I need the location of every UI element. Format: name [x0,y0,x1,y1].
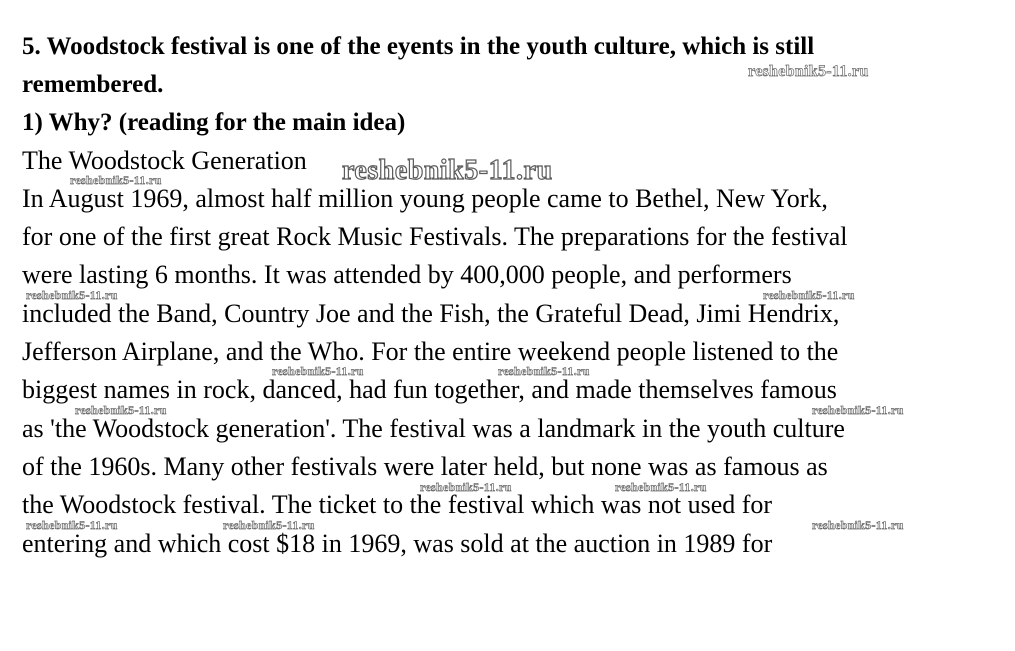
sub-task-heading: 1) Why? (reading for the main idea) [22,109,406,136]
watermark: reshebnik5-11.ru [812,518,904,532]
watermark: reshebnik5-11.ru [26,288,118,302]
watermark: reshebnik5-11.ru [223,518,315,532]
watermark: reshebnik5-11.ru [498,364,590,378]
watermark: reshebnik5-11.ru [420,480,512,494]
article-line: In August 1969, almost half million young people came to Bethel, New York, [22,184,828,213]
task-heading-line-2: remembered. [22,71,164,98]
article-title: The Woodstock Generation [22,146,307,175]
watermark: reshebnik5-11.ru [812,403,904,417]
watermark: reshebnik5-11.ru [763,288,855,302]
watermark: reshebnik5-11.ru [75,403,167,417]
article-line: biggest names in rock, danced, had fun together, and made themselves famous [22,375,837,404]
task-heading-line-1: 5. Woodstock festival is one of the eyents in the youth culture, which is still [22,33,815,60]
article-line: of the 1960s. Many other festivals were later held, but none was as famous as [22,452,828,481]
watermark: reshebnik5-11.ru [748,63,869,80]
article-line: for one of the first great Rock Music Festivals. The preparations for the festival [22,222,848,251]
article-line: entering and which cost $18 in 1969, was sold at the auction in 1989 for [22,529,773,558]
article-line: were lasting 6 months. It was attended by 400,000 people, and performers [22,260,792,289]
article-line: Jefferson Airplane, and the Who. For the entire weekend people listened to the [22,337,839,366]
article-line: as 'the Woodstock generation'. The festival was a landmark in the youth culture [22,414,845,443]
article-line: the Woodstock festival. The ticket to the festival which was not used for [22,490,773,519]
watermark-large: reshebnik5-11.ru [342,155,553,186]
watermark: reshebnik5-11.ru [272,364,364,378]
watermark: reshebnik5-11.ru [26,518,118,532]
watermark: reshebnik5-11.ru [615,480,707,494]
article-line: included the Band, Country Joe and the Fish, the Grateful Dead, Jimi Hendrix, [22,299,840,328]
watermark: reshebnik5-11.ru [70,173,162,187]
